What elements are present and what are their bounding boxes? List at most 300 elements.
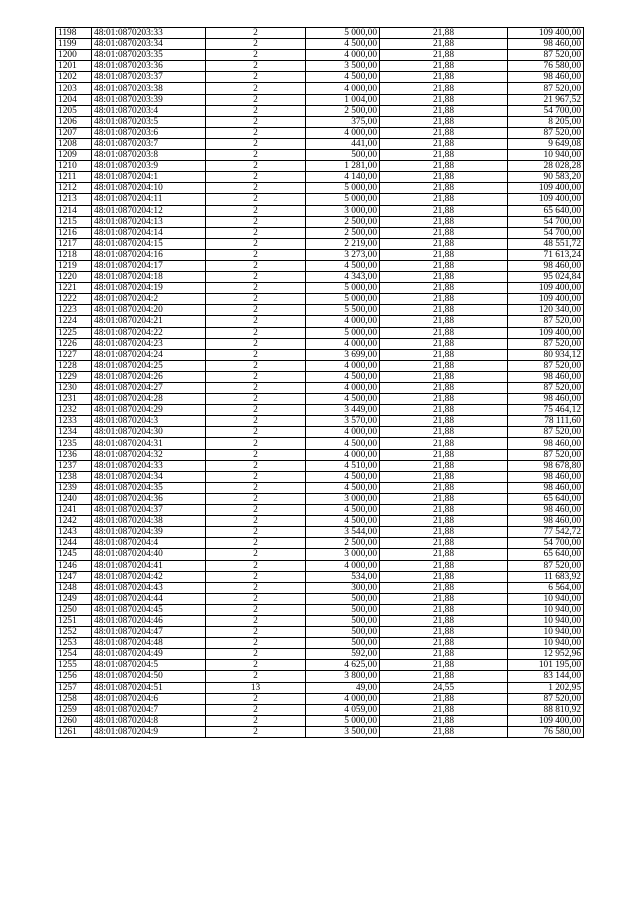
- category-cell: 2: [206, 471, 306, 482]
- area-cell: 4 500,00: [306, 438, 380, 449]
- rate-cell: 21,88: [380, 50, 508, 61]
- table-row: [56, 582, 584, 593]
- area-cell: 500,00: [306, 627, 380, 638]
- cadastral-number-cell: 48:01:0870203:9: [92, 161, 206, 172]
- rate-cell: 21,88: [380, 649, 508, 660]
- row-number-cell: 1248: [56, 582, 92, 593]
- rate-cell: 21,88: [380, 294, 508, 305]
- rate-cell: 21,88: [380, 194, 508, 205]
- area-cell: 5 000,00: [306, 294, 380, 305]
- cadastral-number-cell: 48:01:0870204:24: [92, 349, 206, 360]
- value-cell: 28 028,28: [508, 161, 584, 172]
- table-row: [56, 260, 584, 271]
- rate-cell: 21,88: [380, 360, 508, 371]
- rate-cell: 21,88: [380, 338, 508, 349]
- cadastral-number-cell: 48:01:0870204:5: [92, 660, 206, 671]
- area-cell: 49,00: [306, 682, 380, 693]
- cadastral-number-cell: 48:01:0870204:14: [92, 227, 206, 238]
- row-number-cell: 1245: [56, 549, 92, 560]
- value-cell: 109 400,00: [508, 715, 584, 726]
- rate-cell: 21,88: [380, 438, 508, 449]
- table-row: [56, 715, 584, 726]
- area-cell: 5 500,00: [306, 305, 380, 316]
- row-number-cell: 1237: [56, 460, 92, 471]
- rate-cell: 21,88: [380, 249, 508, 260]
- value-cell: 48 551,72: [508, 238, 584, 249]
- cadastral-number-cell: 48:01:0870204:28: [92, 394, 206, 405]
- category-cell: 2: [206, 527, 306, 538]
- value-cell: 10 940,00: [508, 627, 584, 638]
- area-cell: 3 544,00: [306, 527, 380, 538]
- rate-cell: 21,88: [380, 305, 508, 316]
- rate-cell: 21,88: [380, 693, 508, 704]
- value-cell: 98 460,00: [508, 471, 584, 482]
- category-cell: 2: [206, 294, 306, 305]
- cadastral-number-cell: 48:01:0870204:15: [92, 238, 206, 249]
- cadastral-number-cell: 48:01:0870204:31: [92, 438, 206, 449]
- table-row: [56, 28, 584, 39]
- row-number-cell: 1204: [56, 94, 92, 105]
- cadastral-number-cell: 48:01:0870203:36: [92, 61, 206, 72]
- value-cell: 109 400,00: [508, 194, 584, 205]
- value-cell: 83 144,00: [508, 671, 584, 682]
- cadastral-number-cell: 48:01:0870203:34: [92, 39, 206, 50]
- row-number-cell: 1222: [56, 294, 92, 305]
- area-cell: 2 500,00: [306, 227, 380, 238]
- value-cell: 87 520,00: [508, 427, 584, 438]
- row-number-cell: 1230: [56, 383, 92, 394]
- cadastral-number-cell: 48:01:0870204:23: [92, 338, 206, 349]
- value-cell: 71 613,24: [508, 249, 584, 260]
- table-row: [56, 360, 584, 371]
- value-cell: 109 400,00: [508, 28, 584, 39]
- table-row: [56, 194, 584, 205]
- rate-cell: 21,88: [380, 383, 508, 394]
- cadastral-number-cell: 48:01:0870203:4: [92, 105, 206, 116]
- area-cell: 4 343,00: [306, 272, 380, 283]
- cadastral-number-cell: 48:01:0870204:33: [92, 460, 206, 471]
- row-number-cell: 1228: [56, 360, 92, 371]
- area-cell: 4 500,00: [306, 482, 380, 493]
- area-cell: 3 570,00: [306, 416, 380, 427]
- cadastral-number-cell: 48:01:0870203:7: [92, 138, 206, 149]
- category-cell: 2: [206, 449, 306, 460]
- cadastral-number-cell: 48:01:0870204:7: [92, 704, 206, 715]
- cadastral-number-cell: 48:01:0870204:34: [92, 471, 206, 482]
- cadastral-number-cell: 48:01:0870203:38: [92, 83, 206, 94]
- value-cell: 8 205,00: [508, 116, 584, 127]
- table-row: [56, 127, 584, 138]
- row-number-cell: 1241: [56, 505, 92, 516]
- category-cell: 2: [206, 516, 306, 527]
- cadastral-number-cell: 48:01:0870203:5: [92, 116, 206, 127]
- category-cell: 2: [206, 560, 306, 571]
- value-cell: 6 564,00: [508, 582, 584, 593]
- rate-cell: 21,88: [380, 83, 508, 94]
- table-row: [56, 249, 584, 260]
- value-cell: 10 940,00: [508, 604, 584, 615]
- rate-cell: 21,88: [380, 549, 508, 560]
- row-number-cell: 1210: [56, 161, 92, 172]
- category-cell: 2: [206, 582, 306, 593]
- area-cell: 3 000,00: [306, 205, 380, 216]
- area-cell: 5 000,00: [306, 183, 380, 194]
- value-cell: 87 520,00: [508, 338, 584, 349]
- area-cell: 2 500,00: [306, 538, 380, 549]
- area-cell: 4 625,00: [306, 660, 380, 671]
- category-cell: 2: [206, 482, 306, 493]
- rate-cell: 21,88: [380, 704, 508, 715]
- cadastral-number-cell: 48:01:0870204:20: [92, 305, 206, 316]
- table-row: [56, 416, 584, 427]
- row-number-cell: 1258: [56, 693, 92, 704]
- category-cell: 2: [206, 249, 306, 260]
- value-cell: 101 195,00: [508, 660, 584, 671]
- rate-cell: 21,88: [380, 449, 508, 460]
- cadastral-number-cell: 48:01:0870204:46: [92, 615, 206, 626]
- value-cell: 120 340,00: [508, 305, 584, 316]
- row-number-cell: 1261: [56, 726, 92, 737]
- cadastral-number-cell: 48:01:0870204:50: [92, 671, 206, 682]
- cadastral-number-cell: 48:01:0870203:37: [92, 72, 206, 83]
- cadastral-number-cell: 48:01:0870204:9: [92, 726, 206, 737]
- area-cell: 5 000,00: [306, 715, 380, 726]
- row-number-cell: 1207: [56, 127, 92, 138]
- area-cell: 3 273,00: [306, 249, 380, 260]
- rate-cell: 21,88: [380, 571, 508, 582]
- cadastral-number-cell: 48:01:0870204:18: [92, 272, 206, 283]
- table-row: [56, 72, 584, 83]
- area-cell: 4 000,00: [306, 316, 380, 327]
- table-row: [56, 438, 584, 449]
- area-cell: 2 219,00: [306, 238, 380, 249]
- value-cell: 98 460,00: [508, 39, 584, 50]
- category-cell: 2: [206, 549, 306, 560]
- rate-cell: 21,88: [380, 327, 508, 338]
- row-number-cell: 1252: [56, 627, 92, 638]
- category-cell: 2: [206, 216, 306, 227]
- area-cell: 4 059,00: [306, 704, 380, 715]
- row-number-cell: 1243: [56, 527, 92, 538]
- row-number-cell: 1236: [56, 449, 92, 460]
- category-cell: 2: [206, 194, 306, 205]
- rate-cell: 21,88: [380, 227, 508, 238]
- table-row: [56, 405, 584, 416]
- value-cell: 88 810,92: [508, 704, 584, 715]
- table-row: [56, 649, 584, 660]
- row-number-cell: 1213: [56, 194, 92, 205]
- row-number-cell: 1226: [56, 338, 92, 349]
- table-row: [56, 371, 584, 382]
- rate-cell: 21,88: [380, 205, 508, 216]
- table-row: [56, 660, 584, 671]
- rate-cell: 21,88: [380, 505, 508, 516]
- cadastral-number-cell: 48:01:0870203:39: [92, 94, 206, 105]
- area-cell: 4 500,00: [306, 394, 380, 405]
- rate-cell: 21,88: [380, 272, 508, 283]
- row-number-cell: 1215: [56, 216, 92, 227]
- table-row: [56, 449, 584, 460]
- category-cell: 2: [206, 138, 306, 149]
- rate-cell: 21,88: [380, 127, 508, 138]
- category-cell: 2: [206, 28, 306, 39]
- table-row: [56, 671, 584, 682]
- value-cell: 65 640,00: [508, 205, 584, 216]
- value-cell: 1 202,95: [508, 682, 584, 693]
- area-cell: 4 000,00: [306, 127, 380, 138]
- rate-cell: 21,88: [380, 138, 508, 149]
- row-number-cell: 1246: [56, 560, 92, 571]
- rate-cell: 21,88: [380, 660, 508, 671]
- value-cell: 87 520,00: [508, 127, 584, 138]
- row-number-cell: 1255: [56, 660, 92, 671]
- row-number-cell: 1254: [56, 649, 92, 660]
- rate-cell: 21,88: [380, 161, 508, 172]
- category-cell: 2: [206, 172, 306, 183]
- cadastral-number-cell: 48:01:0870204:17: [92, 260, 206, 271]
- value-cell: 76 580,00: [508, 726, 584, 737]
- area-cell: 4 140,00: [306, 172, 380, 183]
- rate-cell: 24,55: [380, 682, 508, 693]
- value-cell: 98 460,00: [508, 72, 584, 83]
- value-cell: 10 940,00: [508, 150, 584, 161]
- category-cell: 2: [206, 493, 306, 504]
- row-number-cell: 1208: [56, 138, 92, 149]
- row-number-cell: 1205: [56, 105, 92, 116]
- area-cell: 4 510,00: [306, 460, 380, 471]
- area-cell: 375,00: [306, 116, 380, 127]
- row-number-cell: 1225: [56, 327, 92, 338]
- area-cell: 4 500,00: [306, 516, 380, 527]
- cadastral-number-cell: 48:01:0870204:2: [92, 294, 206, 305]
- category-cell: 2: [206, 238, 306, 249]
- cadastral-number-cell: 48:01:0870204:22: [92, 327, 206, 338]
- rate-cell: 21,88: [380, 527, 508, 538]
- table-row: [56, 83, 584, 94]
- row-number-cell: 1233: [56, 416, 92, 427]
- category-cell: 2: [206, 394, 306, 405]
- rate-cell: 21,88: [380, 183, 508, 194]
- row-number-cell: 1203: [56, 83, 92, 94]
- table-row: [56, 138, 584, 149]
- cadastral-number-cell: 48:01:0870204:11: [92, 194, 206, 205]
- rate-cell: 21,88: [380, 460, 508, 471]
- area-cell: 5 000,00: [306, 194, 380, 205]
- value-cell: 95 024,84: [508, 272, 584, 283]
- rate-cell: 21,88: [380, 316, 508, 327]
- rate-cell: 21,88: [380, 61, 508, 72]
- value-cell: 98 460,00: [508, 438, 584, 449]
- row-number-cell: 1231: [56, 394, 92, 405]
- category-cell: 2: [206, 660, 306, 671]
- table-row: [56, 338, 584, 349]
- cadastral-number-cell: 48:01:0870204:29: [92, 405, 206, 416]
- value-cell: 77 542,72: [508, 527, 584, 538]
- cadastral-number-cell: 48:01:0870204:42: [92, 571, 206, 582]
- row-number-cell: 1220: [56, 272, 92, 283]
- table-row: [56, 460, 584, 471]
- table-row: [56, 205, 584, 216]
- row-number-cell: 1234: [56, 427, 92, 438]
- cadastral-number-cell: 48:01:0870204:49: [92, 649, 206, 660]
- table-row: [56, 349, 584, 360]
- rate-cell: 21,88: [380, 516, 508, 527]
- category-cell: 2: [206, 538, 306, 549]
- value-cell: 87 520,00: [508, 83, 584, 94]
- category-cell: 2: [206, 50, 306, 61]
- table-row: [56, 516, 584, 527]
- area-cell: 3 500,00: [306, 61, 380, 72]
- rate-cell: 21,88: [380, 105, 508, 116]
- row-number-cell: 1260: [56, 715, 92, 726]
- cadastral-number-cell: 48:01:0870204:36: [92, 493, 206, 504]
- table-row: [56, 39, 584, 50]
- area-cell: 441,00: [306, 138, 380, 149]
- area-cell: 592,00: [306, 649, 380, 660]
- cadastral-value-table: [55, 27, 584, 738]
- table-row: [56, 61, 584, 72]
- category-cell: 2: [206, 338, 306, 349]
- table-row: [56, 50, 584, 61]
- rate-cell: 21,88: [380, 283, 508, 294]
- category-cell: 2: [206, 438, 306, 449]
- area-cell: 4 000,00: [306, 338, 380, 349]
- row-number-cell: 1256: [56, 671, 92, 682]
- category-cell: 2: [206, 116, 306, 127]
- cadastral-number-cell: 48:01:0870204:8: [92, 715, 206, 726]
- value-cell: 9 649,08: [508, 138, 584, 149]
- row-number-cell: 1216: [56, 227, 92, 238]
- category-cell: 2: [206, 704, 306, 715]
- category-cell: 2: [206, 283, 306, 294]
- value-cell: 109 400,00: [508, 294, 584, 305]
- area-cell: 500,00: [306, 593, 380, 604]
- value-cell: 109 400,00: [508, 327, 584, 338]
- value-cell: 98 460,00: [508, 371, 584, 382]
- table-row: [56, 527, 584, 538]
- value-cell: 11 683,92: [508, 571, 584, 582]
- category-cell: 2: [206, 460, 306, 471]
- cadastral-number-cell: 48:01:0870203:6: [92, 127, 206, 138]
- row-number-cell: 1253: [56, 638, 92, 649]
- table-body: [56, 28, 584, 738]
- category-cell: 2: [206, 383, 306, 394]
- cadastral-number-cell: 48:01:0870204:12: [92, 205, 206, 216]
- area-cell: 500,00: [306, 604, 380, 615]
- table-row: [56, 682, 584, 693]
- rate-cell: 21,88: [380, 638, 508, 649]
- rate-cell: 21,88: [380, 615, 508, 626]
- rate-cell: 21,88: [380, 94, 508, 105]
- rate-cell: 21,88: [380, 627, 508, 638]
- row-number-cell: 1219: [56, 260, 92, 271]
- table-row: [56, 394, 584, 405]
- category-cell: 2: [206, 150, 306, 161]
- cadastral-number-cell: 48:01:0870204:16: [92, 249, 206, 260]
- value-cell: 87 520,00: [508, 360, 584, 371]
- value-cell: 90 583,20: [508, 172, 584, 183]
- value-cell: 10 940,00: [508, 615, 584, 626]
- row-number-cell: 1240: [56, 493, 92, 504]
- table-row: [56, 726, 584, 737]
- table-row: [56, 105, 584, 116]
- category-cell: 2: [206, 183, 306, 194]
- rate-cell: 21,88: [380, 416, 508, 427]
- rate-cell: 21,88: [380, 482, 508, 493]
- cadastral-number-cell: 48:01:0870203:8: [92, 150, 206, 161]
- row-number-cell: 1199: [56, 39, 92, 50]
- value-cell: 109 400,00: [508, 283, 584, 294]
- row-number-cell: 1229: [56, 371, 92, 382]
- area-cell: 1 004,00: [306, 94, 380, 105]
- category-cell: 2: [206, 260, 306, 271]
- cadastral-number-cell: 48:01:0870204:30: [92, 427, 206, 438]
- area-cell: 4 000,00: [306, 693, 380, 704]
- cadastral-number-cell: 48:01:0870204:40: [92, 549, 206, 560]
- rate-cell: 21,88: [380, 427, 508, 438]
- cadastral-number-cell: 48:01:0870204:38: [92, 516, 206, 527]
- table-row: [56, 471, 584, 482]
- value-cell: 87 520,00: [508, 693, 584, 704]
- row-number-cell: 1209: [56, 150, 92, 161]
- category-cell: 2: [206, 593, 306, 604]
- category-cell: 2: [206, 416, 306, 427]
- value-cell: 98 460,00: [508, 482, 584, 493]
- table-row: [56, 172, 584, 183]
- row-number-cell: 1244: [56, 538, 92, 549]
- cadastral-number-cell: 48:01:0870203:35: [92, 50, 206, 61]
- area-cell: 1 281,00: [306, 161, 380, 172]
- area-cell: 2 500,00: [306, 216, 380, 227]
- rate-cell: 21,88: [380, 560, 508, 571]
- rate-cell: 21,88: [380, 39, 508, 50]
- area-cell: 2 500,00: [306, 105, 380, 116]
- cadastral-number-cell: 48:01:0870204:35: [92, 482, 206, 493]
- cadastral-number-cell: 48:01:0870204:26: [92, 371, 206, 382]
- area-cell: 300,00: [306, 582, 380, 593]
- category-cell: 2: [206, 427, 306, 438]
- area-cell: 5 000,00: [306, 28, 380, 39]
- rate-cell: 21,88: [380, 715, 508, 726]
- category-cell: 2: [206, 615, 306, 626]
- row-number-cell: 1221: [56, 283, 92, 294]
- cadastral-number-cell: 48:01:0870204:41: [92, 560, 206, 571]
- cadastral-number-cell: 48:01:0870204:51: [92, 682, 206, 693]
- row-number-cell: 1249: [56, 593, 92, 604]
- cadastral-number-cell: 48:01:0870204:25: [92, 360, 206, 371]
- value-cell: 87 520,00: [508, 316, 584, 327]
- value-cell: 76 580,00: [508, 61, 584, 72]
- category-cell: 2: [206, 371, 306, 382]
- table-row: [56, 272, 584, 283]
- table-row: [56, 627, 584, 638]
- category-cell: 2: [206, 272, 306, 283]
- value-cell: 98 460,00: [508, 394, 584, 405]
- table-row: [56, 150, 584, 161]
- row-number-cell: 1247: [56, 571, 92, 582]
- value-cell: 12 952,96: [508, 649, 584, 660]
- category-cell: 2: [206, 105, 306, 116]
- rate-cell: 21,88: [380, 726, 508, 737]
- cadastral-number-cell: 48:01:0870204:47: [92, 627, 206, 638]
- value-cell: 21 967,52: [508, 94, 584, 105]
- cadastral-number-cell: 48:01:0870204:43: [92, 582, 206, 593]
- area-cell: 534,00: [306, 571, 380, 582]
- rate-cell: 21,88: [380, 260, 508, 271]
- cadastral-number-cell: 48:01:0870204:32: [92, 449, 206, 460]
- table-row: [56, 505, 584, 516]
- table-row: [56, 227, 584, 238]
